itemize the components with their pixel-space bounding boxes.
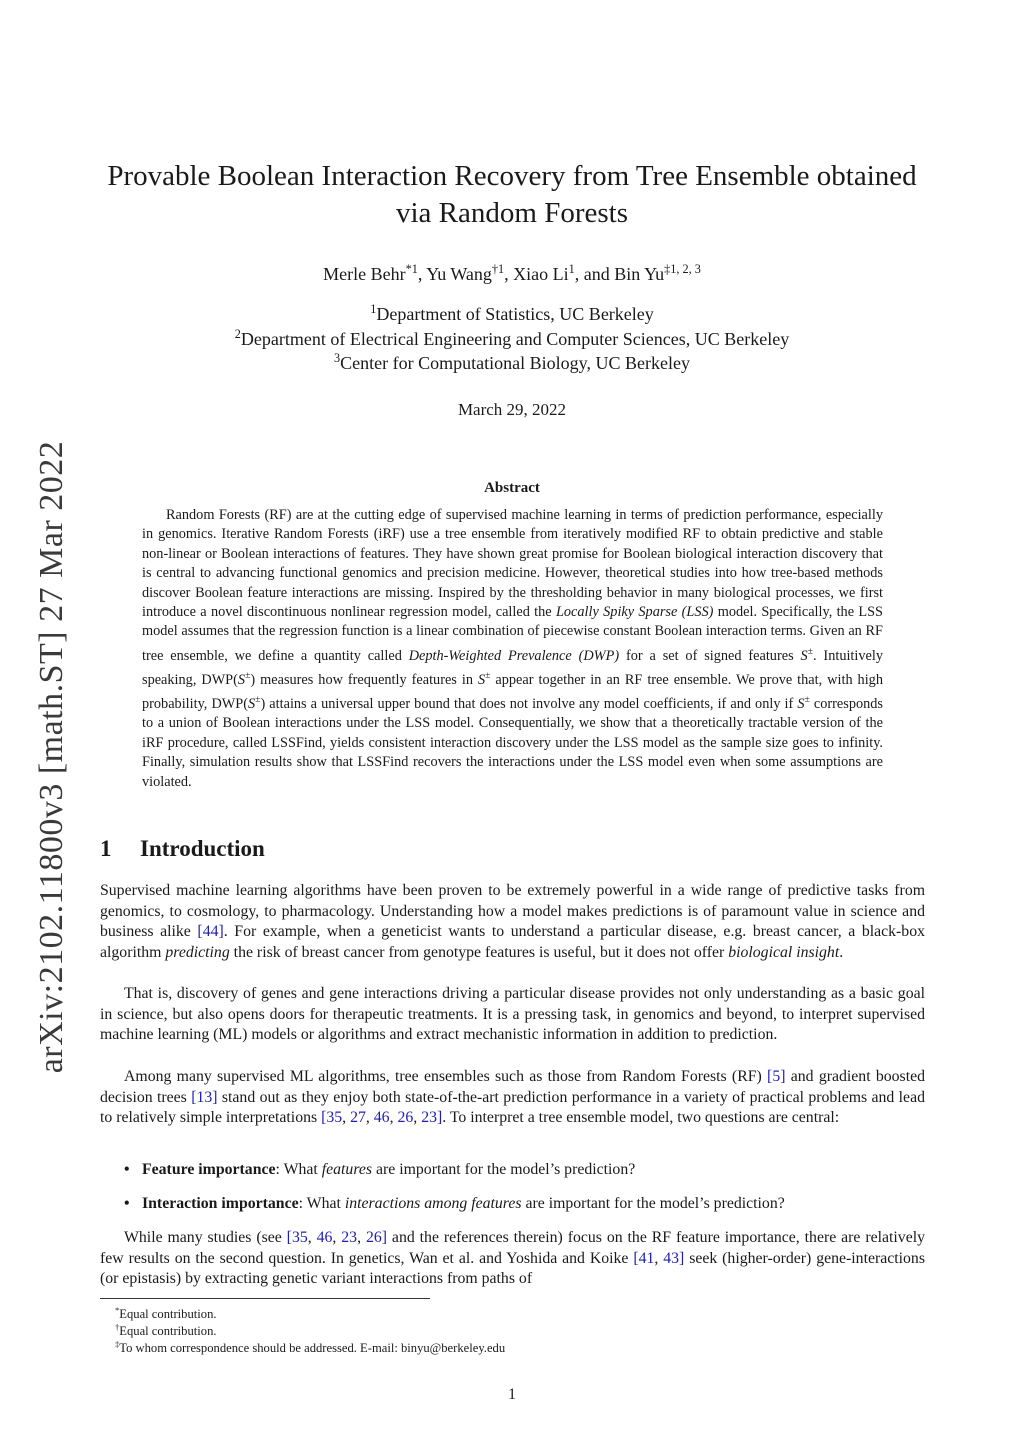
author-marks: †1 — [491, 262, 505, 276]
affiliation-mark: 2 — [234, 327, 241, 341]
author: Bin Yu — [614, 264, 665, 284]
title-line-1: Provable Boolean Interaction Recovery from Tree Ensemble obtained — [107, 160, 917, 192]
intro-paragraph: Among many supervised ML algorithms, tree ensembles such as those from Random Forests (RF) [5] and gradient boosted decision trees [13] stand out as they enjoy both state-of-the-art prediction performance in a variety of practical problems and lead to relatively simple interpretations [35, 27, 46, 26, 23]. To interpret a tree ensemble model, two questions are central: — [100, 1068, 925, 1127]
affiliation-text: Department of Electrical Engineering and Computer Sciences, UC Berkeley — [240, 329, 790, 349]
bullet-label: Feature importance — [142, 1161, 276, 1178]
author: Merle Behr — [323, 264, 406, 284]
bullet-icon: • — [124, 1195, 130, 1212]
author: Yu Wang — [426, 264, 492, 284]
footnote-mark: ‡ — [115, 1339, 120, 1349]
author-list — [0, 256, 1024, 287]
bullet-emphasis: features — [321, 1161, 373, 1178]
intro-paragraph: While many studies (see [35, 46, 23, 26] and the references therein) focus on the RF feature importance, there are relatively few results on the second question. In genetics, Wan et al. and Yoshida and Koike [41, 43] seek (higher-order) gene-interactions (or epistasis) by extracting genetic variant interactions from paths of — [100, 1229, 926, 1288]
affiliation — [0, 346, 1024, 375]
affiliation-text: Center for Computational Biology, UC Berkeley — [340, 353, 690, 373]
page-number: 1 — [508, 1386, 516, 1403]
affiliation-text: Department of Statistics, UC Berkeley — [376, 304, 654, 324]
section-number: 1 — [100, 836, 112, 861]
bullet-text: : What — [275, 1161, 322, 1178]
footnote-text: To whom correspondence should be addressed. E-mail: binyu@berkeley.edu — [119, 1341, 506, 1356]
footnote-text: Equal contribution. — [119, 1324, 217, 1339]
author-marks: ‡1, 2, 3 — [664, 262, 701, 276]
section-title: Introduction — [140, 836, 265, 861]
author-marks: *1 — [405, 262, 418, 276]
bullet-emphasis: interactions among features — [344, 1195, 522, 1212]
bullet-text: are important for the model’s prediction? — [372, 1161, 636, 1178]
abstract-text: Random Forests (RF) are at the cutting edge of supervised machine learning in terms of prediction performance, especially in genomics. Iterative Random Forests (iRF) use a tree ensemble from iteratively modified RF to obtain predictive and stable non-linear or Boolean interactions of features. They have shown great promise for Boolean biological interaction discovery that is central to advancing functional genomics and precision medicine. However, theoretical studies into how tree-based methods discover Boolean feature interactions are missing. Inspired by the thresholding behavior in many biological processes, we first introduce a novel discontinuous nonlinear regression model, called the Locally Spiky Sparse (LSS) model. Specifically, the LSS model assumes that the regression function is a linear combination of piecewise constant Boolean interaction terms. Given an RF tree ensemble, we define a quantity called Depth-Weighted Prevalence (DWP) for a set of signed features S±. Intuitively speaking, DWP(S±) measures how frequently features in S± appear together in an RF tree ensemble. We prove that, with high probability, DWP(S±) attains a universal upper bound that does not involve any model coefficients, if and only if S± corresponds to a union of Boolean interactions under the LSS model. Consequentially, we show that a theoretically tractable version of the iRF procedure, called LSSFind, yields consistent interaction discovery under the LSS model as the sample size goes to infinity. Finally, simulation results show that LSSFind recovers the interactions under the LSS model even when some assumptions are violated. — [142, 507, 883, 790]
author: Xiao Li — [513, 264, 569, 284]
footnote-text: Equal contribution. — [119, 1307, 217, 1322]
footnote-mark: † — [115, 1322, 120, 1332]
author-marks: 1 — [568, 262, 575, 276]
arxiv-identifier: arXiv:2102.11800v3 [math.ST] 27 Mar 2022 — [33, 440, 70, 1074]
abstract-heading: Abstract — [484, 480, 540, 496]
section-heading — [100, 836, 265, 862]
bullet-icon: • — [124, 1161, 130, 1178]
author-separator: , and — [574, 264, 615, 284]
bullet-text: : What — [298, 1195, 345, 1212]
bullet-item — [124, 1194, 934, 1214]
bullet-text: are important for the model’s prediction? — [521, 1195, 785, 1212]
paper-title — [0, 158, 1024, 232]
bullet-label: Interaction importance — [142, 1195, 299, 1212]
bullet-item — [124, 1160, 934, 1180]
footnote — [115, 1336, 505, 1357]
footnote-divider — [100, 1298, 430, 1299]
affiliation-mark: 3 — [334, 351, 341, 365]
publication-date: March 29, 2022 — [457, 400, 567, 419]
footnote-mark: * — [115, 1305, 120, 1315]
title-line-2: via Random Forests — [396, 197, 628, 229]
author-separator: , — [504, 264, 514, 284]
intro-paragraph: That is, discovery of genes and gene interactions driving a particular disease provides not only understanding as a basic goal in science, but also opens doors for therapeutic treatments. It is a pressing task, in genomics and beyond, to interpret supervised machine learning (ML) models or algorithms and extract mechanistic information in addition to prediction. — [100, 985, 925, 1044]
author-separator: , — [417, 264, 427, 284]
affiliation-mark: 1 — [370, 302, 377, 316]
intro-paragraph: Supervised machine learning algorithms have been proven to be extremely powerful in a wide range of predictive tasks from genomics, to cosmology, to pharmacology. Understanding how a model makes predictions is of paramount value in science and business alike [44]. For example, when a geneticist wants to understand a particular disease, e.g. breast cancer, a black-box algorithm predicting the risk of breast cancer from genotype features is useful, but it does not offer biological insight. — [100, 882, 926, 961]
